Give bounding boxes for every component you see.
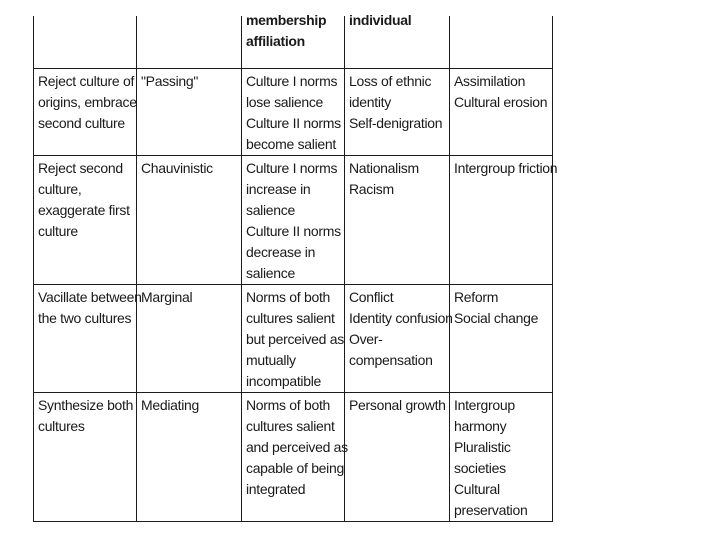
- cell-text: Reject second: [38, 159, 123, 176]
- cell-text: exaggerate first: [38, 201, 130, 218]
- cell-text: but perceived as: [246, 330, 344, 347]
- cell-text: Pluralistic: [454, 438, 511, 455]
- table-cell: [34, 155, 137, 284]
- header-cell-empty: [450, 16, 553, 68]
- cell-text: Identity confusion: [349, 309, 453, 326]
- table-row: [34, 284, 553, 392]
- header-cell-empty: [137, 16, 242, 68]
- cell-text: cultures: [38, 417, 85, 434]
- header-text: affiliation: [246, 33, 305, 49]
- table-cell: [34, 284, 142, 392]
- header-text: membership: [246, 12, 327, 28]
- cell-text: Reform: [454, 288, 499, 305]
- cell-text: Mediating: [141, 396, 200, 413]
- cell-text: Racism: [349, 180, 394, 197]
- table-cell: [345, 284, 453, 392]
- header-text: individual: [349, 12, 412, 28]
- table-header-fragment-row: [34, 16, 553, 68]
- table-cell: [450, 392, 553, 521]
- cell-text: Intergroup: [454, 396, 515, 413]
- cell-text: Norms of both: [246, 288, 331, 305]
- cell-text: Conflict: [349, 288, 394, 305]
- cell-text: culture: [38, 222, 78, 239]
- table-cell: [345, 392, 450, 521]
- table-row: [34, 155, 553, 284]
- header-cell-membership-affiliation: [242, 12, 345, 68]
- cell-text: Synthesize both: [38, 396, 134, 413]
- cell-text: Marginal: [141, 288, 193, 305]
- cell-text: Nationalism: [349, 159, 419, 176]
- cell-text: mutually: [246, 351, 296, 368]
- table-cell: [34, 392, 137, 521]
- table-cell: [450, 284, 553, 392]
- cell-text: Loss of ethnic: [349, 72, 432, 89]
- cell-text: Reject culture of: [38, 72, 135, 89]
- table-cell: [34, 68, 137, 155]
- cell-text: harmony: [454, 417, 507, 434]
- table-cell: [137, 68, 242, 155]
- table-cell: [345, 155, 450, 284]
- cell-text: identity: [349, 93, 391, 110]
- cell-text: Cultural erosion: [454, 93, 548, 110]
- cell-text: "Passing": [141, 72, 199, 89]
- cell-text: Personal growth: [349, 396, 446, 413]
- cell-text: Social change: [454, 309, 539, 326]
- cell-text: culture,: [38, 180, 82, 197]
- cell-text: incompatible: [246, 372, 321, 389]
- cell-text: Chauvinistic: [141, 159, 213, 176]
- cell-text: salience: [246, 201, 295, 218]
- cell-text: Culture II norms: [246, 114, 341, 131]
- table-cell: [242, 68, 345, 155]
- cell-text: cultures salient: [246, 417, 335, 434]
- cell-text: Over-: [349, 330, 383, 347]
- table-cell: [137, 392, 242, 521]
- cell-text: integrated: [246, 480, 306, 497]
- cell-text: the two cultures: [38, 309, 132, 326]
- cell-text: salience: [246, 264, 295, 281]
- cell-text: origins, embrace: [38, 93, 137, 110]
- cell-text: Assimilation: [454, 72, 526, 89]
- cell-text: Norms of both: [246, 396, 331, 413]
- table-cell: [450, 68, 553, 155]
- cell-text: and perceived as: [246, 438, 348, 455]
- cell-text: compensation: [349, 351, 433, 368]
- cell-text: Culture II norms: [246, 222, 341, 239]
- cell-text: decrease in: [246, 243, 316, 260]
- cell-text: Intergroup friction: [454, 159, 558, 176]
- table-row: [34, 392, 553, 521]
- header-cell-individual: [345, 12, 450, 68]
- cell-text: second culture: [38, 114, 125, 131]
- table-cell: [242, 284, 345, 392]
- cell-text: Culture I norms: [246, 72, 338, 89]
- cell-text: increase in: [246, 180, 311, 197]
- table-cell: [345, 68, 450, 155]
- cell-text: capable of being: [246, 459, 344, 476]
- header-cell-empty: [34, 16, 137, 68]
- table-cell: [137, 284, 242, 392]
- cell-text: Self-denigration: [349, 114, 443, 131]
- cell-text: cultures salient: [246, 309, 335, 326]
- cell-text: Culture I norms: [246, 159, 338, 176]
- table-cell: [137, 155, 242, 284]
- table-cell: [242, 155, 345, 284]
- cell-text: Vacillate between: [38, 288, 142, 305]
- cell-text: become salient: [246, 135, 336, 152]
- cell-text: preservation: [454, 501, 528, 518]
- table-cell: [242, 392, 348, 521]
- table-row: [34, 68, 553, 155]
- cell-text: societies: [454, 459, 506, 476]
- cell-text: lose salience: [246, 93, 324, 110]
- culture-response-table: [33, 12, 558, 522]
- cell-text: Cultural: [454, 480, 500, 497]
- table-cell: [450, 155, 558, 284]
